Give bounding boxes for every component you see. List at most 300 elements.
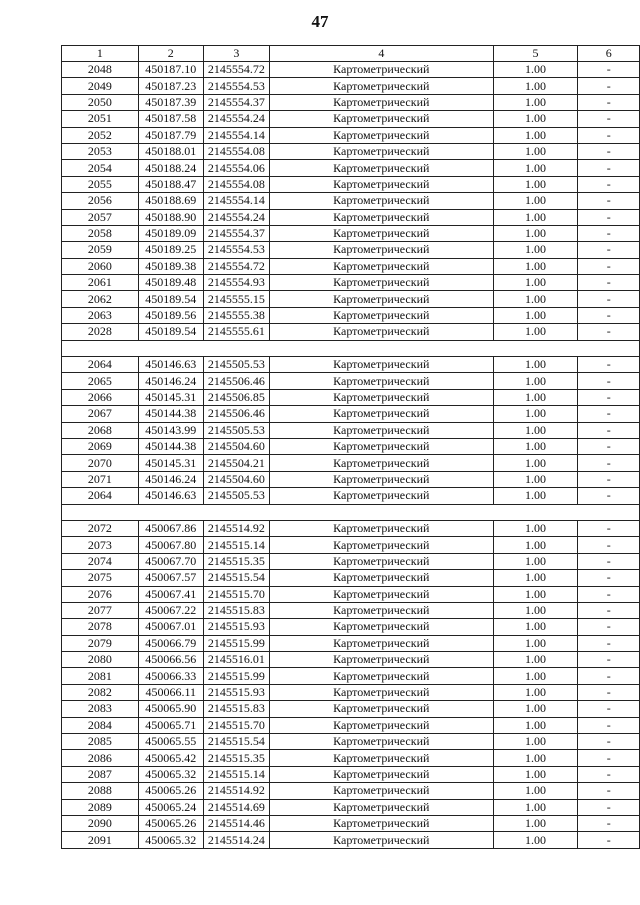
x-coordinate-cell: 450067.57 (138, 570, 203, 586)
table-row (62, 734, 640, 750)
separator-cell (62, 340, 640, 356)
x-coordinate-cell: 450144.38 (138, 438, 203, 454)
table-row (62, 766, 640, 782)
x-coordinate-cell: 450065.32 (138, 766, 203, 782)
note-cell: - (578, 799, 640, 815)
table-row (62, 602, 640, 618)
point-number-cell: 2028 (62, 324, 139, 340)
x-coordinate-cell: 450145.31 (138, 455, 203, 471)
note-cell: - (578, 652, 640, 668)
point-number-cell: 2066 (62, 389, 139, 405)
x-coordinate-cell: 450066.79 (138, 635, 203, 651)
note-cell: - (578, 537, 640, 553)
accuracy-cell: 1.00 (493, 652, 578, 668)
y-coordinate-cell: 2145554.14 (203, 127, 269, 143)
method-cell: Картометрический (270, 684, 494, 700)
column-header: 3 (203, 46, 269, 62)
x-coordinate-cell: 450146.63 (138, 357, 203, 373)
accuracy-cell: 1.00 (493, 78, 578, 94)
point-number-cell: 2061 (62, 275, 139, 291)
y-coordinate-cell: 2145514.92 (203, 520, 269, 536)
x-coordinate-cell: 450065.90 (138, 701, 203, 717)
method-cell: Картометрический (270, 750, 494, 766)
note-cell: - (578, 291, 640, 307)
point-number-cell: 2059 (62, 242, 139, 258)
note-cell: - (578, 438, 640, 454)
accuracy-cell: 1.00 (493, 357, 578, 373)
accuracy-cell: 1.00 (493, 275, 578, 291)
table-row (62, 471, 640, 487)
table-row (62, 619, 640, 635)
x-coordinate-cell: 450067.22 (138, 602, 203, 618)
y-coordinate-cell: 2145505.53 (203, 357, 269, 373)
x-coordinate-cell: 450188.69 (138, 193, 203, 209)
accuracy-cell: 1.00 (493, 553, 578, 569)
note-cell: - (578, 143, 640, 159)
column-header: 1 (62, 46, 139, 62)
method-cell: Картометрический (270, 553, 494, 569)
y-coordinate-cell: 2145554.06 (203, 160, 269, 176)
x-coordinate-cell: 450189.54 (138, 324, 203, 340)
point-number-cell: 2062 (62, 291, 139, 307)
note-cell: - (578, 668, 640, 684)
y-coordinate-cell: 2145554.08 (203, 143, 269, 159)
accuracy-cell: 1.00 (493, 307, 578, 323)
table-row (62, 815, 640, 831)
x-coordinate-cell: 450067.01 (138, 619, 203, 635)
point-number-cell: 2085 (62, 734, 139, 750)
x-coordinate-cell: 450189.09 (138, 225, 203, 241)
method-cell: Картометрический (270, 406, 494, 422)
point-number-cell: 2086 (62, 750, 139, 766)
method-cell: Картометрический (270, 160, 494, 176)
table-header-row (62, 46, 640, 62)
method-cell: Картометрический (270, 193, 494, 209)
y-coordinate-cell: 2145515.14 (203, 537, 269, 553)
note-cell: - (578, 635, 640, 651)
x-coordinate-cell: 450067.86 (138, 520, 203, 536)
point-number-cell: 2080 (62, 652, 139, 668)
method-cell: Картометрический (270, 258, 494, 274)
table-row (62, 668, 640, 684)
method-cell: Картометрический (270, 357, 494, 373)
y-coordinate-cell: 2145515.93 (203, 619, 269, 635)
table-row (62, 799, 640, 815)
accuracy-cell: 1.00 (493, 160, 578, 176)
y-coordinate-cell: 2145506.46 (203, 406, 269, 422)
table-row (62, 160, 640, 176)
x-coordinate-cell: 450189.54 (138, 291, 203, 307)
note-cell: - (578, 357, 640, 373)
table-row (62, 570, 640, 586)
point-number-cell: 2048 (62, 62, 139, 78)
method-cell: Картометрический (270, 783, 494, 799)
x-coordinate-cell: 450145.31 (138, 389, 203, 405)
table-row (62, 684, 640, 700)
point-number-cell: 2071 (62, 471, 139, 487)
method-cell: Картометрический (270, 570, 494, 586)
y-coordinate-cell: 2145515.70 (203, 717, 269, 733)
separator-cell (62, 504, 640, 520)
note-cell: - (578, 553, 640, 569)
point-number-cell: 2081 (62, 668, 139, 684)
x-coordinate-cell: 450066.11 (138, 684, 203, 700)
table-row (62, 275, 640, 291)
point-number-cell: 2049 (62, 78, 139, 94)
accuracy-cell: 1.00 (493, 389, 578, 405)
table-row (62, 783, 640, 799)
group-separator-row (62, 504, 640, 520)
table-body (62, 62, 640, 849)
accuracy-cell: 1.00 (493, 406, 578, 422)
note-cell: - (578, 570, 640, 586)
method-cell: Картометрический (270, 94, 494, 110)
table-row (62, 209, 640, 225)
method-cell: Картометрический (270, 275, 494, 291)
y-coordinate-cell: 2145554.53 (203, 242, 269, 258)
accuracy-cell: 1.00 (493, 750, 578, 766)
table-row (62, 652, 640, 668)
method-cell: Картометрический (270, 455, 494, 471)
accuracy-cell: 1.00 (493, 668, 578, 684)
method-cell: Картометрический (270, 701, 494, 717)
table-row (62, 520, 640, 536)
column-header: 2 (138, 46, 203, 62)
y-coordinate-cell: 2145506.46 (203, 373, 269, 389)
y-coordinate-cell: 2145515.35 (203, 750, 269, 766)
note-cell: - (578, 815, 640, 831)
x-coordinate-cell: 450065.42 (138, 750, 203, 766)
point-number-cell: 2052 (62, 127, 139, 143)
coordinates-table (61, 45, 640, 849)
y-coordinate-cell: 2145554.08 (203, 176, 269, 192)
x-coordinate-cell: 450146.63 (138, 488, 203, 504)
accuracy-cell: 1.00 (493, 127, 578, 143)
table-row (62, 717, 640, 733)
y-coordinate-cell: 2145515.54 (203, 734, 269, 750)
note-cell: - (578, 586, 640, 602)
method-cell: Картометрический (270, 143, 494, 159)
method-cell: Картометрический (270, 717, 494, 733)
accuracy-cell: 1.00 (493, 619, 578, 635)
x-coordinate-cell: 450189.38 (138, 258, 203, 274)
table-row (62, 488, 640, 504)
accuracy-cell: 1.00 (493, 94, 578, 110)
y-coordinate-cell: 2145515.99 (203, 668, 269, 684)
y-coordinate-cell: 2145554.72 (203, 62, 269, 78)
table-row (62, 291, 640, 307)
y-coordinate-cell: 2145514.92 (203, 783, 269, 799)
note-cell: - (578, 701, 640, 717)
y-coordinate-cell: 2145515.93 (203, 684, 269, 700)
y-coordinate-cell: 2145514.69 (203, 799, 269, 815)
method-cell: Картометрический (270, 832, 494, 848)
method-cell: Картометрический (270, 799, 494, 815)
method-cell: Картометрический (270, 62, 494, 78)
accuracy-cell: 1.00 (493, 586, 578, 602)
table-row (62, 324, 640, 340)
point-number-cell: 2075 (62, 570, 139, 586)
note-cell: - (578, 78, 640, 94)
column-header: 6 (578, 46, 640, 62)
table-row (62, 94, 640, 110)
method-cell: Картометрический (270, 209, 494, 225)
y-coordinate-cell: 2145504.60 (203, 438, 269, 454)
note-cell: - (578, 422, 640, 438)
x-coordinate-cell: 450146.24 (138, 471, 203, 487)
x-coordinate-cell: 450187.79 (138, 127, 203, 143)
table-row (62, 537, 640, 553)
accuracy-cell: 1.00 (493, 373, 578, 389)
y-coordinate-cell: 2145504.21 (203, 455, 269, 471)
note-cell: - (578, 324, 640, 340)
y-coordinate-cell: 2145504.60 (203, 471, 269, 487)
y-coordinate-cell: 2145515.70 (203, 586, 269, 602)
point-number-cell: 2050 (62, 94, 139, 110)
note-cell: - (578, 225, 640, 241)
method-cell: Картометрический (270, 438, 494, 454)
y-coordinate-cell: 2145515.83 (203, 602, 269, 618)
table-row (62, 176, 640, 192)
note-cell: - (578, 406, 640, 422)
y-coordinate-cell: 2145554.93 (203, 275, 269, 291)
accuracy-cell: 1.00 (493, 799, 578, 815)
method-cell: Картометрический (270, 324, 494, 340)
y-coordinate-cell: 2145515.54 (203, 570, 269, 586)
note-cell: - (578, 160, 640, 176)
point-number-cell: 2068 (62, 422, 139, 438)
y-coordinate-cell: 2145505.53 (203, 488, 269, 504)
accuracy-cell: 1.00 (493, 209, 578, 225)
x-coordinate-cell: 450189.56 (138, 307, 203, 323)
x-coordinate-cell: 450187.39 (138, 94, 203, 110)
point-number-cell: 2067 (62, 406, 139, 422)
note-cell: - (578, 766, 640, 782)
x-coordinate-cell: 450188.90 (138, 209, 203, 225)
table-row (62, 357, 640, 373)
table-row (62, 586, 640, 602)
x-coordinate-cell: 450189.25 (138, 242, 203, 258)
y-coordinate-cell: 2145554.37 (203, 94, 269, 110)
accuracy-cell: 1.00 (493, 242, 578, 258)
x-coordinate-cell: 450187.23 (138, 78, 203, 94)
y-coordinate-cell: 2145516.01 (203, 652, 269, 668)
accuracy-cell: 1.00 (493, 520, 578, 536)
method-cell: Картометрический (270, 111, 494, 127)
accuracy-cell: 1.00 (493, 635, 578, 651)
method-cell: Картометрический (270, 586, 494, 602)
point-number-cell: 2070 (62, 455, 139, 471)
table-row (62, 455, 640, 471)
note-cell: - (578, 488, 640, 504)
note-cell: - (578, 389, 640, 405)
x-coordinate-cell: 450065.26 (138, 815, 203, 831)
point-number-cell: 2077 (62, 602, 139, 618)
method-cell: Картометрический (270, 815, 494, 831)
note-cell: - (578, 373, 640, 389)
note-cell: - (578, 258, 640, 274)
accuracy-cell: 1.00 (493, 291, 578, 307)
method-cell: Картометрический (270, 602, 494, 618)
note-cell: - (578, 619, 640, 635)
x-coordinate-cell: 450146.24 (138, 373, 203, 389)
y-coordinate-cell: 2145515.35 (203, 553, 269, 569)
point-number-cell: 2088 (62, 783, 139, 799)
accuracy-cell: 1.00 (493, 717, 578, 733)
accuracy-cell: 1.00 (493, 62, 578, 78)
accuracy-cell: 1.00 (493, 225, 578, 241)
accuracy-cell: 1.00 (493, 766, 578, 782)
x-coordinate-cell: 450067.80 (138, 537, 203, 553)
accuracy-cell: 1.00 (493, 143, 578, 159)
point-number-cell: 2054 (62, 160, 139, 176)
y-coordinate-cell: 2145555.38 (203, 307, 269, 323)
method-cell: Картометрический (270, 422, 494, 438)
point-number-cell: 2074 (62, 553, 139, 569)
point-number-cell: 2089 (62, 799, 139, 815)
accuracy-cell: 1.00 (493, 684, 578, 700)
method-cell: Картометрический (270, 291, 494, 307)
note-cell: - (578, 783, 640, 799)
y-coordinate-cell: 2145554.24 (203, 209, 269, 225)
table-row (62, 373, 640, 389)
point-number-cell: 2082 (62, 684, 139, 700)
table-row (62, 750, 640, 766)
point-number-cell: 2055 (62, 176, 139, 192)
point-number-cell: 2063 (62, 307, 139, 323)
note-cell: - (578, 832, 640, 848)
point-number-cell: 2084 (62, 717, 139, 733)
method-cell: Картометрический (270, 307, 494, 323)
method-cell: Картометрический (270, 488, 494, 504)
point-number-cell: 2091 (62, 832, 139, 848)
table-row (62, 553, 640, 569)
y-coordinate-cell: 2145514.46 (203, 815, 269, 831)
point-number-cell: 2064 (62, 488, 139, 504)
x-coordinate-cell: 450187.10 (138, 62, 203, 78)
table-row (62, 307, 640, 323)
point-number-cell: 2090 (62, 815, 139, 831)
table-row (62, 258, 640, 274)
accuracy-cell: 1.00 (493, 488, 578, 504)
method-cell: Картометрический (270, 537, 494, 553)
note-cell: - (578, 242, 640, 258)
y-coordinate-cell: 2145515.14 (203, 766, 269, 782)
x-coordinate-cell: 450065.32 (138, 832, 203, 848)
point-number-cell: 2072 (62, 520, 139, 536)
accuracy-cell: 1.00 (493, 176, 578, 192)
column-header: 4 (270, 46, 494, 62)
accuracy-cell: 1.00 (493, 324, 578, 340)
accuracy-cell: 1.00 (493, 815, 578, 831)
y-coordinate-cell: 2145515.99 (203, 635, 269, 651)
note-cell: - (578, 455, 640, 471)
point-number-cell: 2057 (62, 209, 139, 225)
note-cell: - (578, 193, 640, 209)
x-coordinate-cell: 450189.48 (138, 275, 203, 291)
x-coordinate-cell: 450188.01 (138, 143, 203, 159)
method-cell: Картометрический (270, 734, 494, 750)
point-number-cell: 2053 (62, 143, 139, 159)
point-number-cell: 2060 (62, 258, 139, 274)
group-separator-row (62, 340, 640, 356)
table-row (62, 389, 640, 405)
y-coordinate-cell: 2145554.72 (203, 258, 269, 274)
method-cell: Картометрический (270, 373, 494, 389)
accuracy-cell: 1.00 (493, 422, 578, 438)
method-cell: Картометрический (270, 389, 494, 405)
accuracy-cell: 1.00 (493, 602, 578, 618)
y-coordinate-cell: 2145505.53 (203, 422, 269, 438)
table-row (62, 193, 640, 209)
y-coordinate-cell: 2145514.24 (203, 832, 269, 848)
y-coordinate-cell: 2145555.15 (203, 291, 269, 307)
y-coordinate-cell: 2145554.24 (203, 111, 269, 127)
note-cell: - (578, 750, 640, 766)
x-coordinate-cell: 450067.41 (138, 586, 203, 602)
note-cell: - (578, 602, 640, 618)
x-coordinate-cell: 450065.26 (138, 783, 203, 799)
note-cell: - (578, 471, 640, 487)
x-coordinate-cell: 450187.58 (138, 111, 203, 127)
table-row (62, 62, 640, 78)
method-cell: Картометрический (270, 176, 494, 192)
x-coordinate-cell: 450065.55 (138, 734, 203, 750)
y-coordinate-cell: 2145554.14 (203, 193, 269, 209)
table-row (62, 422, 640, 438)
table-row (62, 127, 640, 143)
table-row (62, 143, 640, 159)
point-number-cell: 2051 (62, 111, 139, 127)
x-coordinate-cell: 450188.24 (138, 160, 203, 176)
table-row (62, 701, 640, 717)
note-cell: - (578, 94, 640, 110)
note-cell: - (578, 275, 640, 291)
accuracy-cell: 1.00 (493, 471, 578, 487)
x-coordinate-cell: 450143.99 (138, 422, 203, 438)
point-number-cell: 2078 (62, 619, 139, 635)
accuracy-cell: 1.00 (493, 734, 578, 750)
x-coordinate-cell: 450144.38 (138, 406, 203, 422)
note-cell: - (578, 520, 640, 536)
accuracy-cell: 1.00 (493, 832, 578, 848)
note-cell: - (578, 62, 640, 78)
method-cell: Картометрический (270, 225, 494, 241)
method-cell: Картометрический (270, 635, 494, 651)
accuracy-cell: 1.00 (493, 537, 578, 553)
point-number-cell: 2079 (62, 635, 139, 651)
method-cell: Картометрический (270, 78, 494, 94)
method-cell: Картометрический (270, 652, 494, 668)
table-row (62, 832, 640, 848)
point-number-cell: 2076 (62, 586, 139, 602)
table-row (62, 242, 640, 258)
note-cell: - (578, 684, 640, 700)
table-row (62, 438, 640, 454)
point-number-cell: 2073 (62, 537, 139, 553)
page-number: 47 (311, 12, 329, 31)
point-number-cell: 2064 (62, 357, 139, 373)
accuracy-cell: 1.00 (493, 438, 578, 454)
y-coordinate-cell: 2145554.53 (203, 78, 269, 94)
x-coordinate-cell: 450188.47 (138, 176, 203, 192)
point-number-cell: 2065 (62, 373, 139, 389)
note-cell: - (578, 127, 640, 143)
note-cell: - (578, 717, 640, 733)
table-row (62, 635, 640, 651)
column-header: 5 (493, 46, 578, 62)
accuracy-cell: 1.00 (493, 570, 578, 586)
